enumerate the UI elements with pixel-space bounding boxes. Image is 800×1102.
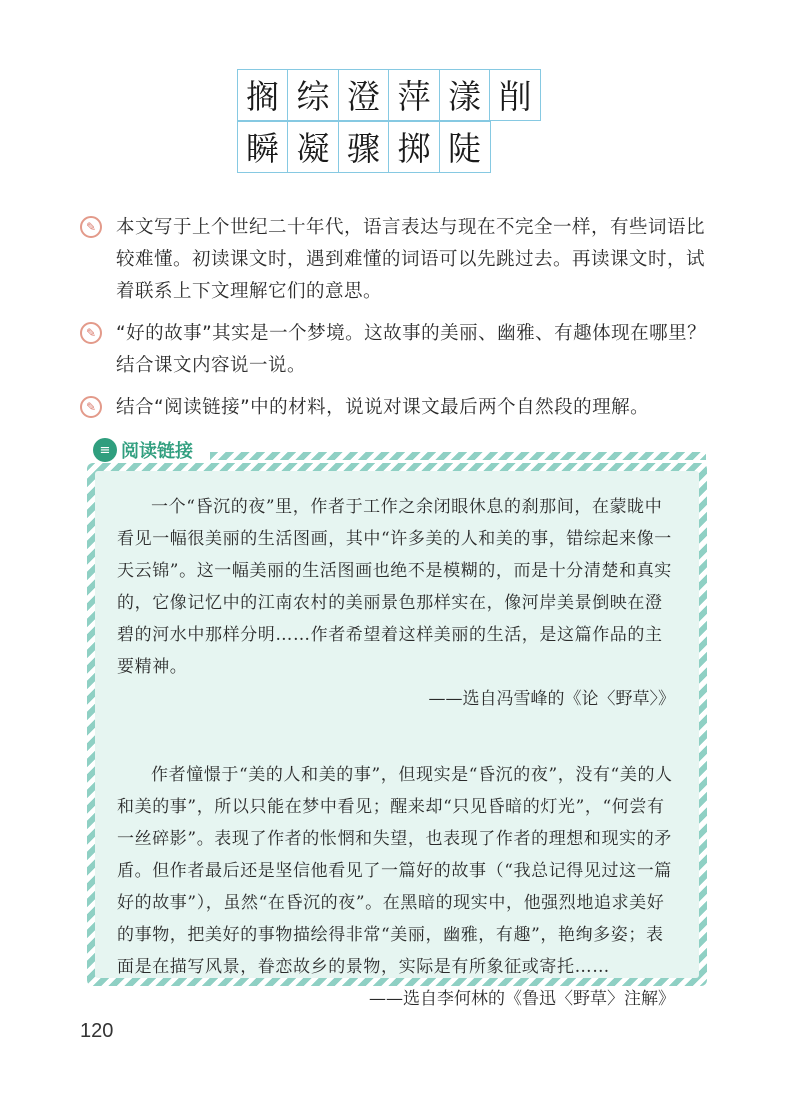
exercise-item (80, 392, 720, 424)
vocab-char: 漾 (439, 69, 491, 121)
exercise-item (80, 318, 720, 382)
vocab-char: 萍 (388, 69, 440, 121)
paragraph-gap (117, 715, 679, 759)
exercise-item (80, 212, 720, 308)
exercise-icon: ✎ (80, 322, 102, 344)
vocab-char: 骤 (338, 121, 390, 173)
vocabulary-row (238, 70, 541, 122)
reading-source: ——选自李何林的《鲁迅〈野草〉注解》 (369, 989, 675, 1009)
reading-paragraph: 一个“昏沉的夜”里，作者于工作之余闭眼休息的刹那间，在蒙眬中看见一幅很美丽的生活图画，其中“许多美的人和美的事，错综起来像一天云锦”。这一幅美丽的生活图画也绝不是模糊的，而是十分清楚和真实的，它像记忆中的江南农村的美丽景色那样实在，像河岸美景倒映在澄碧的河水中那样分明……作者希望着这样美丽的生活，是这篇作品的主要精神。 (117, 497, 672, 677)
vocab-char: 削 (489, 69, 541, 121)
exercise-text: “好的故事”其实是一个梦境。这故事的美丽、幽雅、有趣体现在哪里？结合课文内容说一说。 (116, 323, 707, 376)
reading-paragraph: 作者憧憬于“美的人和美的事”，但现实是“昏沉的夜”，没有“美的人和美的事”，所以只能在梦中看见；醒来却“只见昏暗的灯光”，“何尝有一丝碎影”。表现了作者的怅惘和失望，也表现了作者的理想和现实的矛盾。但作者最后还是坚信他看见了一篇好的故事（“我总记得见过这一篇好的故事”），虽然“在昏沉的夜”。在黑暗的现实中，他强烈地追求美好的事物，把美好的事物描绘得非常“美丽，幽雅，有趣”，艳绚多姿；表面是在描写风景，眷恋故乡的景物，实际是有所象征或寄托…… (117, 765, 673, 977)
reading-content (95, 471, 699, 1009)
decorative-stripe (210, 452, 706, 460)
page-number: 120 (80, 1020, 114, 1042)
reading-link-box (87, 463, 707, 1009)
reading-link-header (93, 437, 193, 463)
vocab-char: 掷 (388, 121, 440, 173)
vocab-char: 澄 (338, 69, 390, 121)
exercise-list (80, 212, 720, 434)
vocab-char: 凝 (287, 121, 339, 173)
exercise-text: 结合“阅读链接”中的材料，说说对课文最后两个自然段的理解。 (116, 397, 650, 418)
book-icon: ≡ (93, 438, 117, 462)
exercise-icon: ✎ (80, 216, 102, 238)
vocab-char: 瞬 (237, 121, 289, 173)
exercise-text: 本文写于上个世纪二十年代，语言表达与现在不完全一样，有些词语比较难懂。初读课文时，遇到难懂的词语可以先跳过去。再读课文时，试着联系上下文理解它们的意思。 (116, 217, 706, 302)
vocabulary-row (238, 122, 541, 174)
vocab-char: 陡 (439, 121, 491, 173)
reading-link-title: 阅读链接 (121, 441, 193, 462)
vocab-char: 综 (287, 69, 339, 121)
vocabulary-grid (238, 70, 541, 174)
reading-source: ——选自冯雪峰的《论〈野草〉》 (428, 689, 675, 709)
vocab-char: 搁 (237, 69, 289, 121)
exercise-icon: ✎ (80, 396, 102, 418)
